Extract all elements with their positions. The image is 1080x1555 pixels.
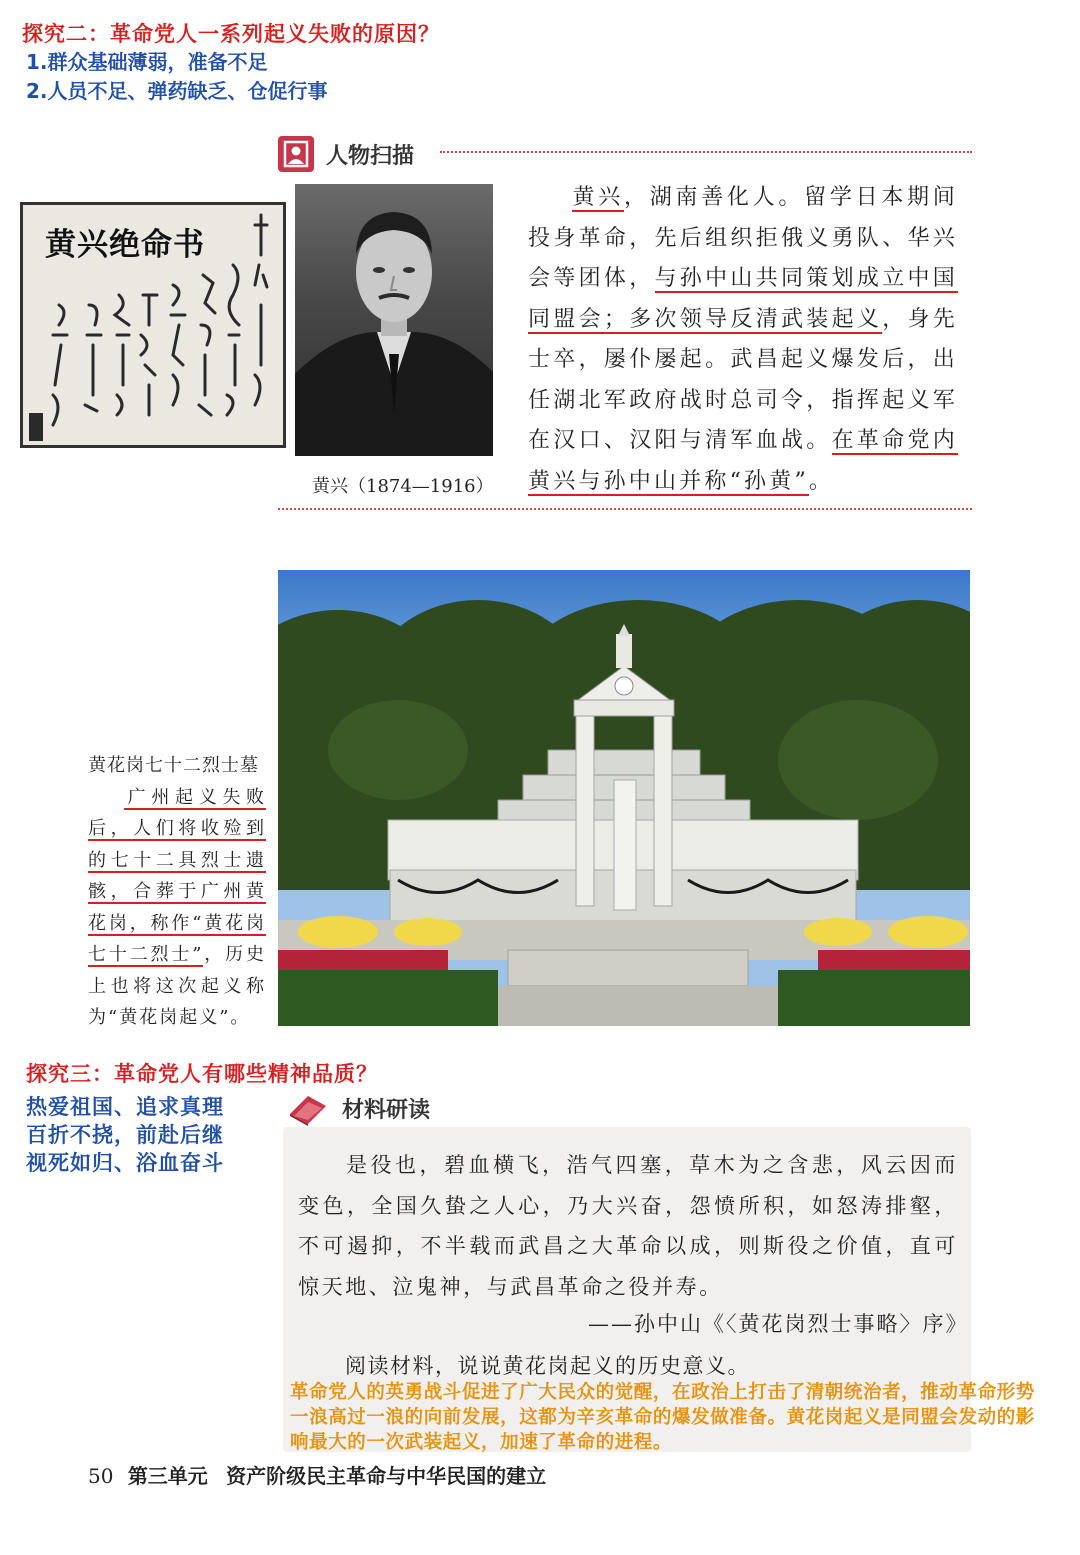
material-answer: 革命党人的英勇战斗促进了广大民众的觉醒，在政治上打击了清朝统治者，推动革命形势一浪高过一浪的向前发展，这都为辛亥革命的爆发做准备。黄花岗起义是同盟会发动的影响最大的一次武装起义，加速了革命的进程。 bbox=[290, 1382, 1035, 1453]
memorial-caption-rest: ，历史上也将这次起义称为“黄花岗起义”。 bbox=[88, 944, 267, 1028]
memorial-caption bbox=[88, 750, 266, 1034]
huang-xing-last-letter-image bbox=[20, 202, 286, 448]
material-source: ——孙中山《〈黄花岗烈士事略〉序》 bbox=[588, 1312, 969, 1336]
material-section-header bbox=[286, 1090, 430, 1126]
bio-name-underlined: 黄兴 bbox=[572, 185, 624, 210]
bio-text-2: ，身先士卒，屡仆屡起。武昌起义爆发后，出任湖北军政府战时总司令，指挥起义军在汉口、汉阳与清军血战。 bbox=[528, 306, 958, 453]
bio-sun-huang-underlined: 在革命党内黄兴与孙中山并称“孙黄” bbox=[528, 428, 958, 494]
inquiry3-answer-1: 热爱祖国、追求真理 bbox=[26, 1095, 224, 1119]
person-icon bbox=[278, 136, 314, 172]
page-footer bbox=[88, 1460, 546, 1489]
inquiry3-answers bbox=[26, 1093, 224, 1177]
inquiry2-answers bbox=[26, 48, 328, 106]
unit-label: 第三单元 bbox=[127, 1464, 208, 1488]
bio-alliance-underlined: 与孙中山共同策划成立中国同盟会；多次领导反清武装起义 bbox=[528, 266, 958, 332]
material-section-title: 材料研读 bbox=[342, 1097, 431, 1123]
unit-title: 资产阶级民主革命与中华民国的建立 bbox=[226, 1464, 547, 1488]
inquiry2-answer-1: 1.群众基础薄弱，准备不足 bbox=[26, 50, 268, 74]
book-icon bbox=[286, 1090, 330, 1126]
inquiry3-question: 探究三：革命党人有哪些精神品质？ bbox=[26, 1062, 378, 1086]
huang-xing-portrait bbox=[295, 184, 493, 456]
inquiry2-answer-2: 2.人员不足、弹药缺乏、仓促行事 bbox=[26, 79, 328, 103]
profile-section-header bbox=[278, 136, 414, 172]
profile-section-title: 人物扫描 bbox=[326, 143, 415, 169]
bio-text-3: 。 bbox=[808, 468, 835, 494]
portrait-caption: 黄兴（1874—1916） bbox=[312, 476, 494, 497]
material-text: 是役也，碧血横飞，浩气四塞，草木为之含悲，风云因而变色，全国久蛰之人心，乃大兴奋，怨愤所积，如怒涛排壑，不可遏抑，不半载而武昌之大革命以成，则斯役之价值，直可惊天地、泣鬼神，与武昌革命之役并寿。 bbox=[298, 1153, 958, 1299]
huanghuagang-memorial-photo bbox=[278, 570, 970, 1026]
profile-footer-divider bbox=[278, 508, 972, 510]
profile-header-divider bbox=[440, 151, 972, 153]
huang-xing-bio bbox=[528, 178, 958, 502]
memorial-caption-underlined: 广州起义失败后，人们将收殓到的七十二具烈士遗骸，合葬于广州黄花岗，称作“黄花岗七十二烈士” bbox=[88, 786, 266, 965]
material-question: 阅读材料，说说黄花岗起义的历史意义。 bbox=[345, 1354, 750, 1378]
bio-text-1: ，湖南善化人。留学日本期间投身革命，先后组织拒俄义勇队、华兴会等团体， bbox=[528, 185, 958, 291]
page-number: 50 bbox=[88, 1464, 114, 1488]
handwriting-strokes bbox=[23, 205, 283, 445]
inquiry3-answer-2: 百折不挠，前赴后继 bbox=[26, 1123, 224, 1147]
letter-title: 黄兴绝命书 bbox=[45, 227, 205, 263]
inquiry2-question: 探究二：革命党人一系列起义失败的原因？ bbox=[22, 22, 440, 46]
inquiry3-answer-3: 视死如归、浴血奋斗 bbox=[26, 1151, 224, 1175]
memorial-caption-title: 黄花岗七十二烈士墓 bbox=[88, 755, 259, 776]
